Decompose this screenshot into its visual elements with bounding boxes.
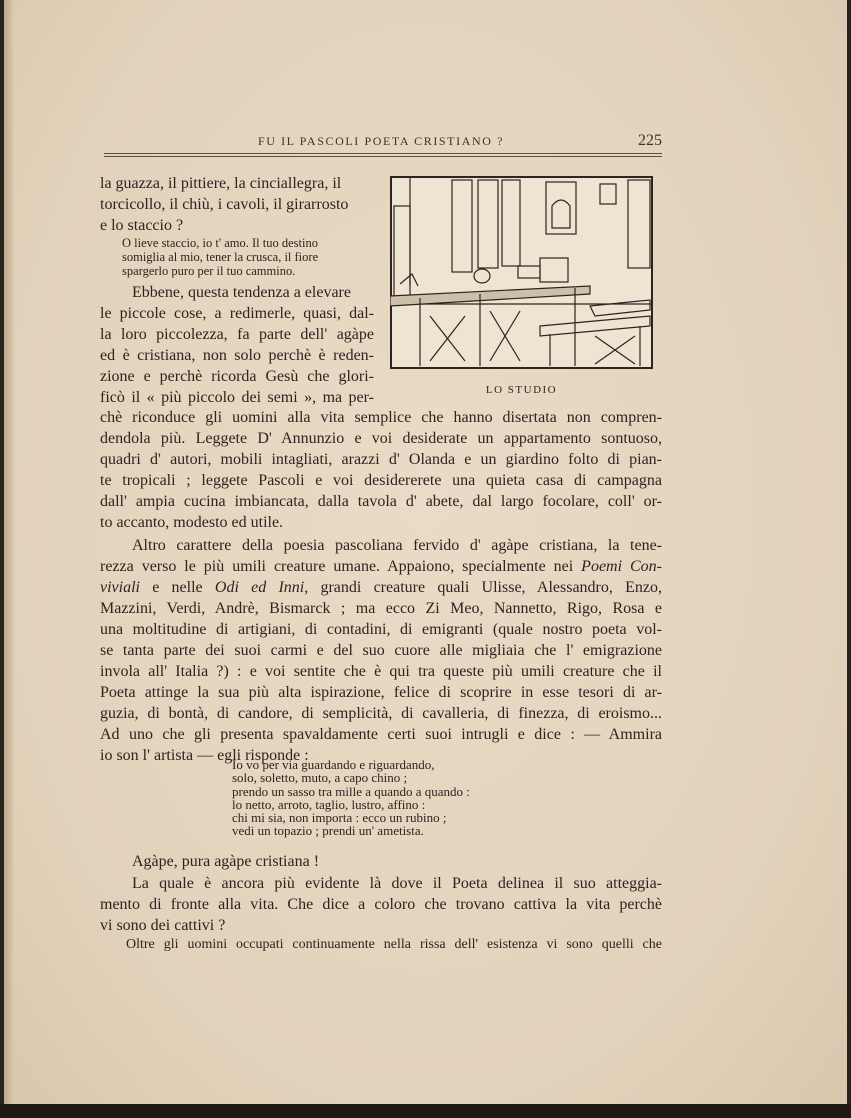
text-line: una moltitudine di artigiani, di contadini, di emigranti (quale nostro poeta vol- <box>100 621 662 638</box>
verse-quote <box>122 236 378 278</box>
text-line: Ebbene, questa tendenza a elevare <box>132 284 351 301</box>
text-line: invola all' Italia ?) : e voi sentite che è qui tra queste più umili creature che il <box>100 663 662 680</box>
text-line: zione e perchè ricorda Gesù che glori- <box>100 368 374 385</box>
poem-block <box>232 758 552 838</box>
figure-caption: LO STUDIO <box>485 384 558 396</box>
text-line: Mazzini, Verdi, Andrè, Bismarck ; ma ecco Zi Meo, Nannetto, Rigo, Rosa e <box>100 600 662 617</box>
running-title: FU IL PASCOLI POETA CRISTIANO ? <box>257 134 505 148</box>
text-line: Ad uno che gli presenta spavaldamente certi suoi intrugli e dice : — Ammira <box>100 726 662 743</box>
text-line: se tanta parte dei suoi carmi e del suo cuore alle migliaia che l' emigrazione <box>100 642 662 659</box>
text-line: le piccole cose, a redimerle, quasi, dal- <box>100 305 374 322</box>
text-line: Agàpe, pura agàpe cristiana ! <box>132 853 320 870</box>
verse-line: prendo un sasso tra mille a quando a quando : <box>232 783 470 799</box>
verse-line: spargerlo puro per il tuo cammino. <box>122 264 296 278</box>
verse-line: solo, soletto, muto, a capo chino ; <box>232 770 408 786</box>
page-left-edge <box>4 0 14 1110</box>
verse-line: chi mi sia, non importa : ecco un rubino ; <box>232 810 447 826</box>
text-line: Altro carattere della poesia pascoliana fervido d' agàpe cristiana, la tene- <box>132 537 662 554</box>
text-line: mento di fronte alla vita. Che dice a coloro che trovano cattiva la vita perchè <box>100 896 662 913</box>
text-line: vi sono dei cattivi ? <box>100 917 226 934</box>
text-line: te tropicali ; leggete Pascoli e voi desidererete una quieta casa di campagna <box>100 472 662 489</box>
verse-line: O lieve staccio, io t' amo. Il tuo destino <box>122 236 318 250</box>
text-line: quadri d' autori, mobili intagliati, arazzi d' Olanda e un giardino folto di pian- <box>100 451 662 468</box>
text-span: e nelle <box>139 579 215 596</box>
italic-title: Odi ed Inni, <box>214 579 309 596</box>
text-line: la loro piccolezza, fa parte dell' agàpe <box>100 326 374 343</box>
text-line <box>100 577 662 598</box>
text-line: dall' ampia cucina imbiancata, dalla tavola d' abete, dal largo focolare, coll' or- <box>100 493 662 510</box>
text-line: torcicollo, il chiù, i cavoli, il girarrosto <box>100 196 349 213</box>
study-illustration <box>390 176 653 369</box>
header-rule-top <box>104 153 662 154</box>
verse-line: Io vo per via guardando e riguardando, <box>232 757 435 772</box>
text-line: ed è cristiana, non solo perchè è reden- <box>100 347 374 364</box>
verse-line: lo netto, arroto, taglio, lustro, affino : <box>232 796 426 812</box>
text-span: rezza verso le più umili creature umane. Appaiono, specialmente nei <box>100 558 582 575</box>
text-line <box>100 556 662 577</box>
running-header <box>100 132 662 152</box>
text-line: la guazza, il pittiere, la cinciallegra, il <box>100 175 342 192</box>
text-line: guzia, di bontà, di candore, di semplicità, di cavalleria, di finezza, di eroismo... <box>100 705 662 722</box>
text-line: Poeta attinge la sua più alta ispirazione, felice di scoprire in esse tesori di ar- <box>100 684 662 701</box>
verse-line: vedi un topazio ; prendi un' ametista. <box>232 823 424 839</box>
italic-title: Poemi Con- <box>581 558 663 575</box>
text-line: dendola più. Leggete D' Annunzio e voi desiderate un appartamento sontuoso, <box>100 430 662 447</box>
text-span: grandi creature quali Ulisse, Alessandro, Enzo, <box>308 579 662 596</box>
text-line: e lo staccio ? <box>100 217 184 234</box>
text-line: io son l' artista — egli risponde : <box>100 747 309 764</box>
book-page <box>4 0 847 1110</box>
page-number: 225 <box>638 132 662 149</box>
text-line: La quale è ancora più evidente là dove il Poeta delinea il suo atteggia- <box>132 875 662 892</box>
text-line: Oltre gli uomini occupati continuamente nella rissa dell' esistenza vi sono quelli che <box>126 937 662 952</box>
text-line: to accanto, modesto ed utile. <box>100 514 284 531</box>
header-rule-bottom <box>104 156 662 157</box>
page-bottom-edge <box>0 1104 851 1118</box>
verse-line: somiglia al mio, tener la crusca, il fiore <box>122 250 319 264</box>
italic-title: viviali <box>100 579 140 596</box>
text-line: ficò il « più piccolo dei semi », ma per- <box>100 389 374 406</box>
text-line: chè riconduce gli uomini alla vita semplice che hanno disertata non compren- <box>100 409 662 426</box>
